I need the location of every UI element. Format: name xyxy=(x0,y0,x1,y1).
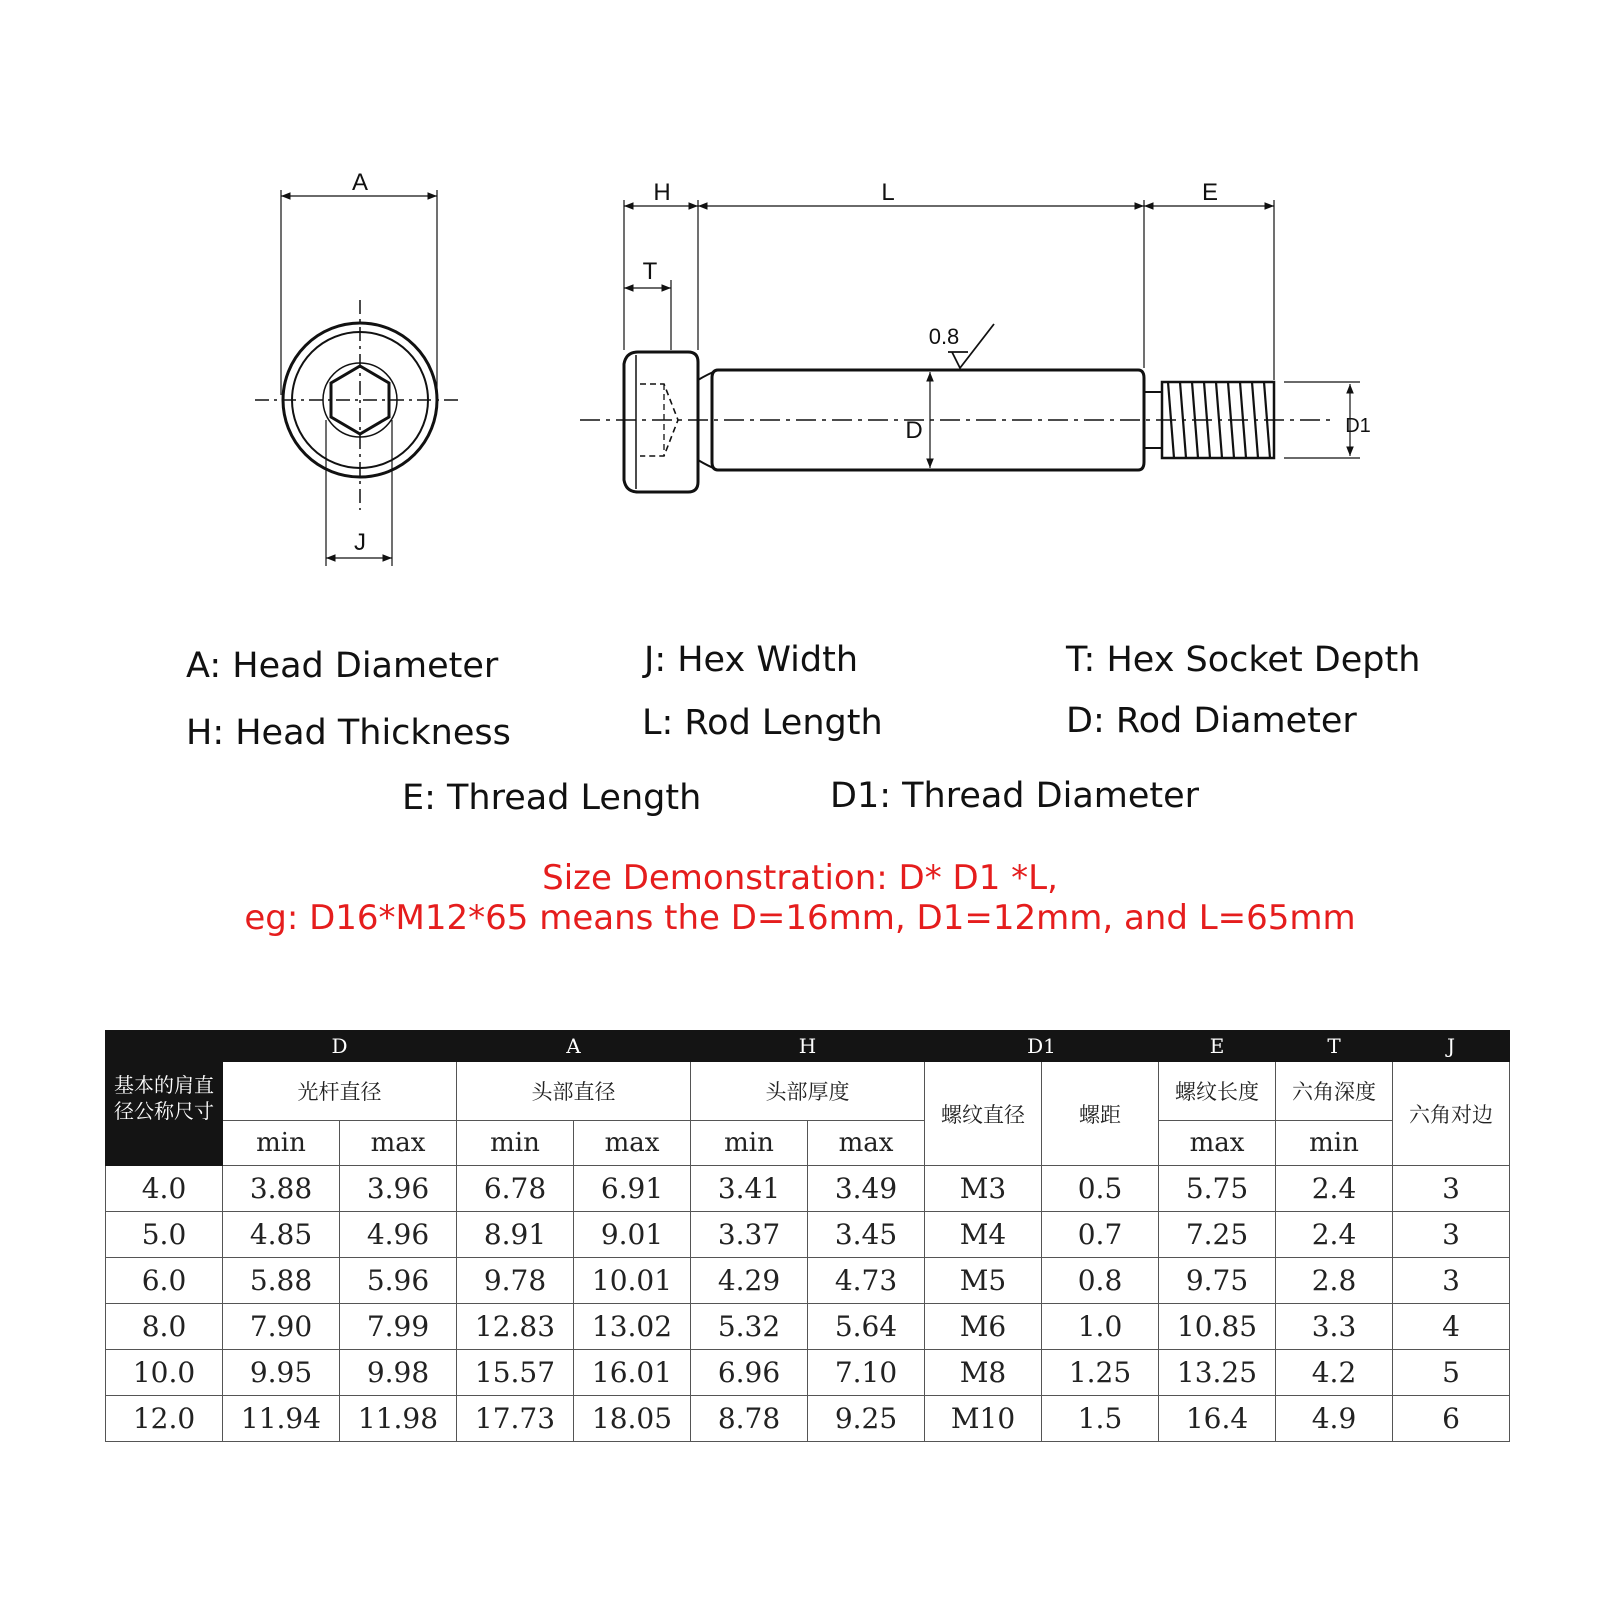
cn-j: 六角对边 xyxy=(1393,1062,1510,1166)
demo-line-1: Size Demonstration: D* D1 *L, xyxy=(542,858,1058,898)
table-row xyxy=(106,1396,1510,1442)
cell: 3.88 xyxy=(223,1166,340,1212)
technical-drawing xyxy=(0,0,1600,600)
label-roughness: 0.8 xyxy=(928,324,960,349)
cell: 4.29 xyxy=(691,1258,808,1304)
cell: 7.99 xyxy=(340,1304,457,1350)
cell: 17.73 xyxy=(457,1396,574,1442)
cell: 9.95 xyxy=(223,1350,340,1396)
cell-size: 4.0 xyxy=(106,1166,223,1212)
e-max: max xyxy=(1159,1121,1276,1166)
cell: 3.96 xyxy=(340,1166,457,1212)
cell: 9.25 xyxy=(808,1396,925,1442)
cn-d1-pitch: 螺距 xyxy=(1042,1062,1159,1166)
legend-h: H: Head Thickness xyxy=(186,713,511,753)
table-row xyxy=(106,1304,1510,1350)
cell: 1.5 xyxy=(1042,1396,1159,1442)
label-d1: D1 xyxy=(1345,415,1371,437)
cell: 16.4 xyxy=(1159,1396,1276,1442)
cell: 9.01 xyxy=(574,1212,691,1258)
cell-size: 6.0 xyxy=(106,1258,223,1304)
cell: 16.01 xyxy=(574,1350,691,1396)
cell: 8.78 xyxy=(691,1396,808,1442)
cell: 5.96 xyxy=(340,1258,457,1304)
cell: 10.01 xyxy=(574,1258,691,1304)
corner-header xyxy=(106,1031,223,1166)
cn-a: 头部直径 xyxy=(457,1062,691,1121)
label-h: H xyxy=(653,179,671,206)
group-e: E xyxy=(1159,1031,1276,1062)
cell: 12.83 xyxy=(457,1304,574,1350)
cn-t: 六角深度 xyxy=(1276,1062,1393,1121)
cell-size: 10.0 xyxy=(106,1350,223,1396)
cn-e: 螺纹长度 xyxy=(1159,1062,1276,1121)
label-l: L xyxy=(881,179,895,206)
cell: 3.3 xyxy=(1276,1304,1393,1350)
cell: M10 xyxy=(925,1396,1042,1442)
group-t: T xyxy=(1276,1031,1393,1062)
legend-d1: D1: Thread Diameter xyxy=(830,776,1200,816)
legend-a: A: Head Diameter xyxy=(186,646,499,686)
cell: 6 xyxy=(1393,1396,1510,1442)
cell: 9.78 xyxy=(457,1258,574,1304)
cell: 6.78 xyxy=(457,1166,574,1212)
table-row xyxy=(106,1350,1510,1396)
cell: 5.32 xyxy=(691,1304,808,1350)
d-min: min xyxy=(223,1121,340,1166)
t-min: min xyxy=(1276,1121,1393,1166)
label-t: T xyxy=(642,258,658,285)
cell: 7.90 xyxy=(223,1304,340,1350)
cell: 3.37 xyxy=(691,1212,808,1258)
cell: 3 xyxy=(1393,1258,1510,1304)
cn-h: 头部厚度 xyxy=(691,1062,925,1121)
cell: 1.0 xyxy=(1042,1304,1159,1350)
group-j: J xyxy=(1393,1031,1510,1062)
h-max: max xyxy=(808,1121,925,1166)
cn-d: 光杆直径 xyxy=(223,1062,457,1121)
side-view xyxy=(580,200,1360,492)
cell-size: 8.0 xyxy=(106,1304,223,1350)
cell: 4.73 xyxy=(808,1258,925,1304)
cell: 0.7 xyxy=(1042,1212,1159,1258)
label-j: J xyxy=(354,529,366,556)
cell: 4 xyxy=(1393,1304,1510,1350)
cell: 3 xyxy=(1393,1166,1510,1212)
corner-line-2: 径公称尺寸 xyxy=(114,1099,214,1123)
cell: 6.96 xyxy=(691,1350,808,1396)
h-min: min xyxy=(691,1121,808,1166)
cell: 13.02 xyxy=(574,1304,691,1350)
cell-size: 12.0 xyxy=(106,1396,223,1442)
cell: 6.91 xyxy=(574,1166,691,1212)
legend-j: J: Hex Width xyxy=(644,640,858,680)
legend-d: D: Rod Diameter xyxy=(1066,701,1357,741)
cell: 5.88 xyxy=(223,1258,340,1304)
cell-size: 5.0 xyxy=(106,1212,223,1258)
cn-d1-thread: 螺纹直径 xyxy=(925,1062,1042,1166)
bolt-head xyxy=(624,352,698,492)
cell: 13.25 xyxy=(1159,1350,1276,1396)
group-d1: D1 xyxy=(925,1031,1159,1062)
cell: 2.4 xyxy=(1276,1212,1393,1258)
cell: M4 xyxy=(925,1212,1042,1258)
cell: 4.96 xyxy=(340,1212,457,1258)
cell: 1.25 xyxy=(1042,1350,1159,1396)
demo-line-2: eg: D16*M12*65 means the D=16mm, D1=12mm, and L=65mm xyxy=(244,898,1356,938)
cell: 9.75 xyxy=(1159,1258,1276,1304)
cell: 3.41 xyxy=(691,1166,808,1212)
group-h: H xyxy=(691,1031,925,1062)
a-max: max xyxy=(574,1121,691,1166)
d-max: max xyxy=(340,1121,457,1166)
cell: 2.4 xyxy=(1276,1166,1393,1212)
group-a: A xyxy=(457,1031,691,1062)
cell: 4.9 xyxy=(1276,1396,1393,1442)
spec-table xyxy=(105,1030,1510,1442)
legend-l: L: Rod Length xyxy=(642,703,883,743)
label-a: A xyxy=(351,169,369,196)
a-min: min xyxy=(457,1121,574,1166)
cell: 0.8 xyxy=(1042,1258,1159,1304)
cell: 8.91 xyxy=(457,1212,574,1258)
cell: 5.75 xyxy=(1159,1166,1276,1212)
cell: 3.49 xyxy=(808,1166,925,1212)
corner-line-1: 基本的肩直 xyxy=(114,1073,214,1097)
cell: M6 xyxy=(925,1304,1042,1350)
cell: 11.98 xyxy=(340,1396,457,1442)
table-row xyxy=(106,1166,1510,1212)
cell: 4.85 xyxy=(223,1212,340,1258)
cell: 5 xyxy=(1393,1350,1510,1396)
label-e: E xyxy=(1201,179,1219,206)
group-d: D xyxy=(223,1031,457,1062)
cell: 10.85 xyxy=(1159,1304,1276,1350)
cell: 0.5 xyxy=(1042,1166,1159,1212)
legend-e: E: Thread Length xyxy=(402,778,702,818)
cell: 9.98 xyxy=(340,1350,457,1396)
thread-teeth xyxy=(1168,382,1270,458)
cell: M8 xyxy=(925,1350,1042,1396)
cell: 15.57 xyxy=(457,1350,574,1396)
cell: 5.64 xyxy=(808,1304,925,1350)
cell: 11.94 xyxy=(223,1396,340,1442)
cell: 4.2 xyxy=(1276,1350,1393,1396)
cell: 3 xyxy=(1393,1212,1510,1258)
table-row xyxy=(106,1212,1510,1258)
cell: 7.25 xyxy=(1159,1212,1276,1258)
end-view xyxy=(255,190,460,566)
cell: M3 xyxy=(925,1166,1042,1212)
cell: M5 xyxy=(925,1258,1042,1304)
label-d: D xyxy=(905,417,923,444)
cell: 2.8 xyxy=(1276,1258,1393,1304)
table-row xyxy=(106,1258,1510,1304)
cell: 7.10 xyxy=(808,1350,925,1396)
cell: 18.05 xyxy=(574,1396,691,1442)
legend-t: T: Hex Socket Depth xyxy=(1066,640,1421,680)
cell: 3.45 xyxy=(808,1212,925,1258)
